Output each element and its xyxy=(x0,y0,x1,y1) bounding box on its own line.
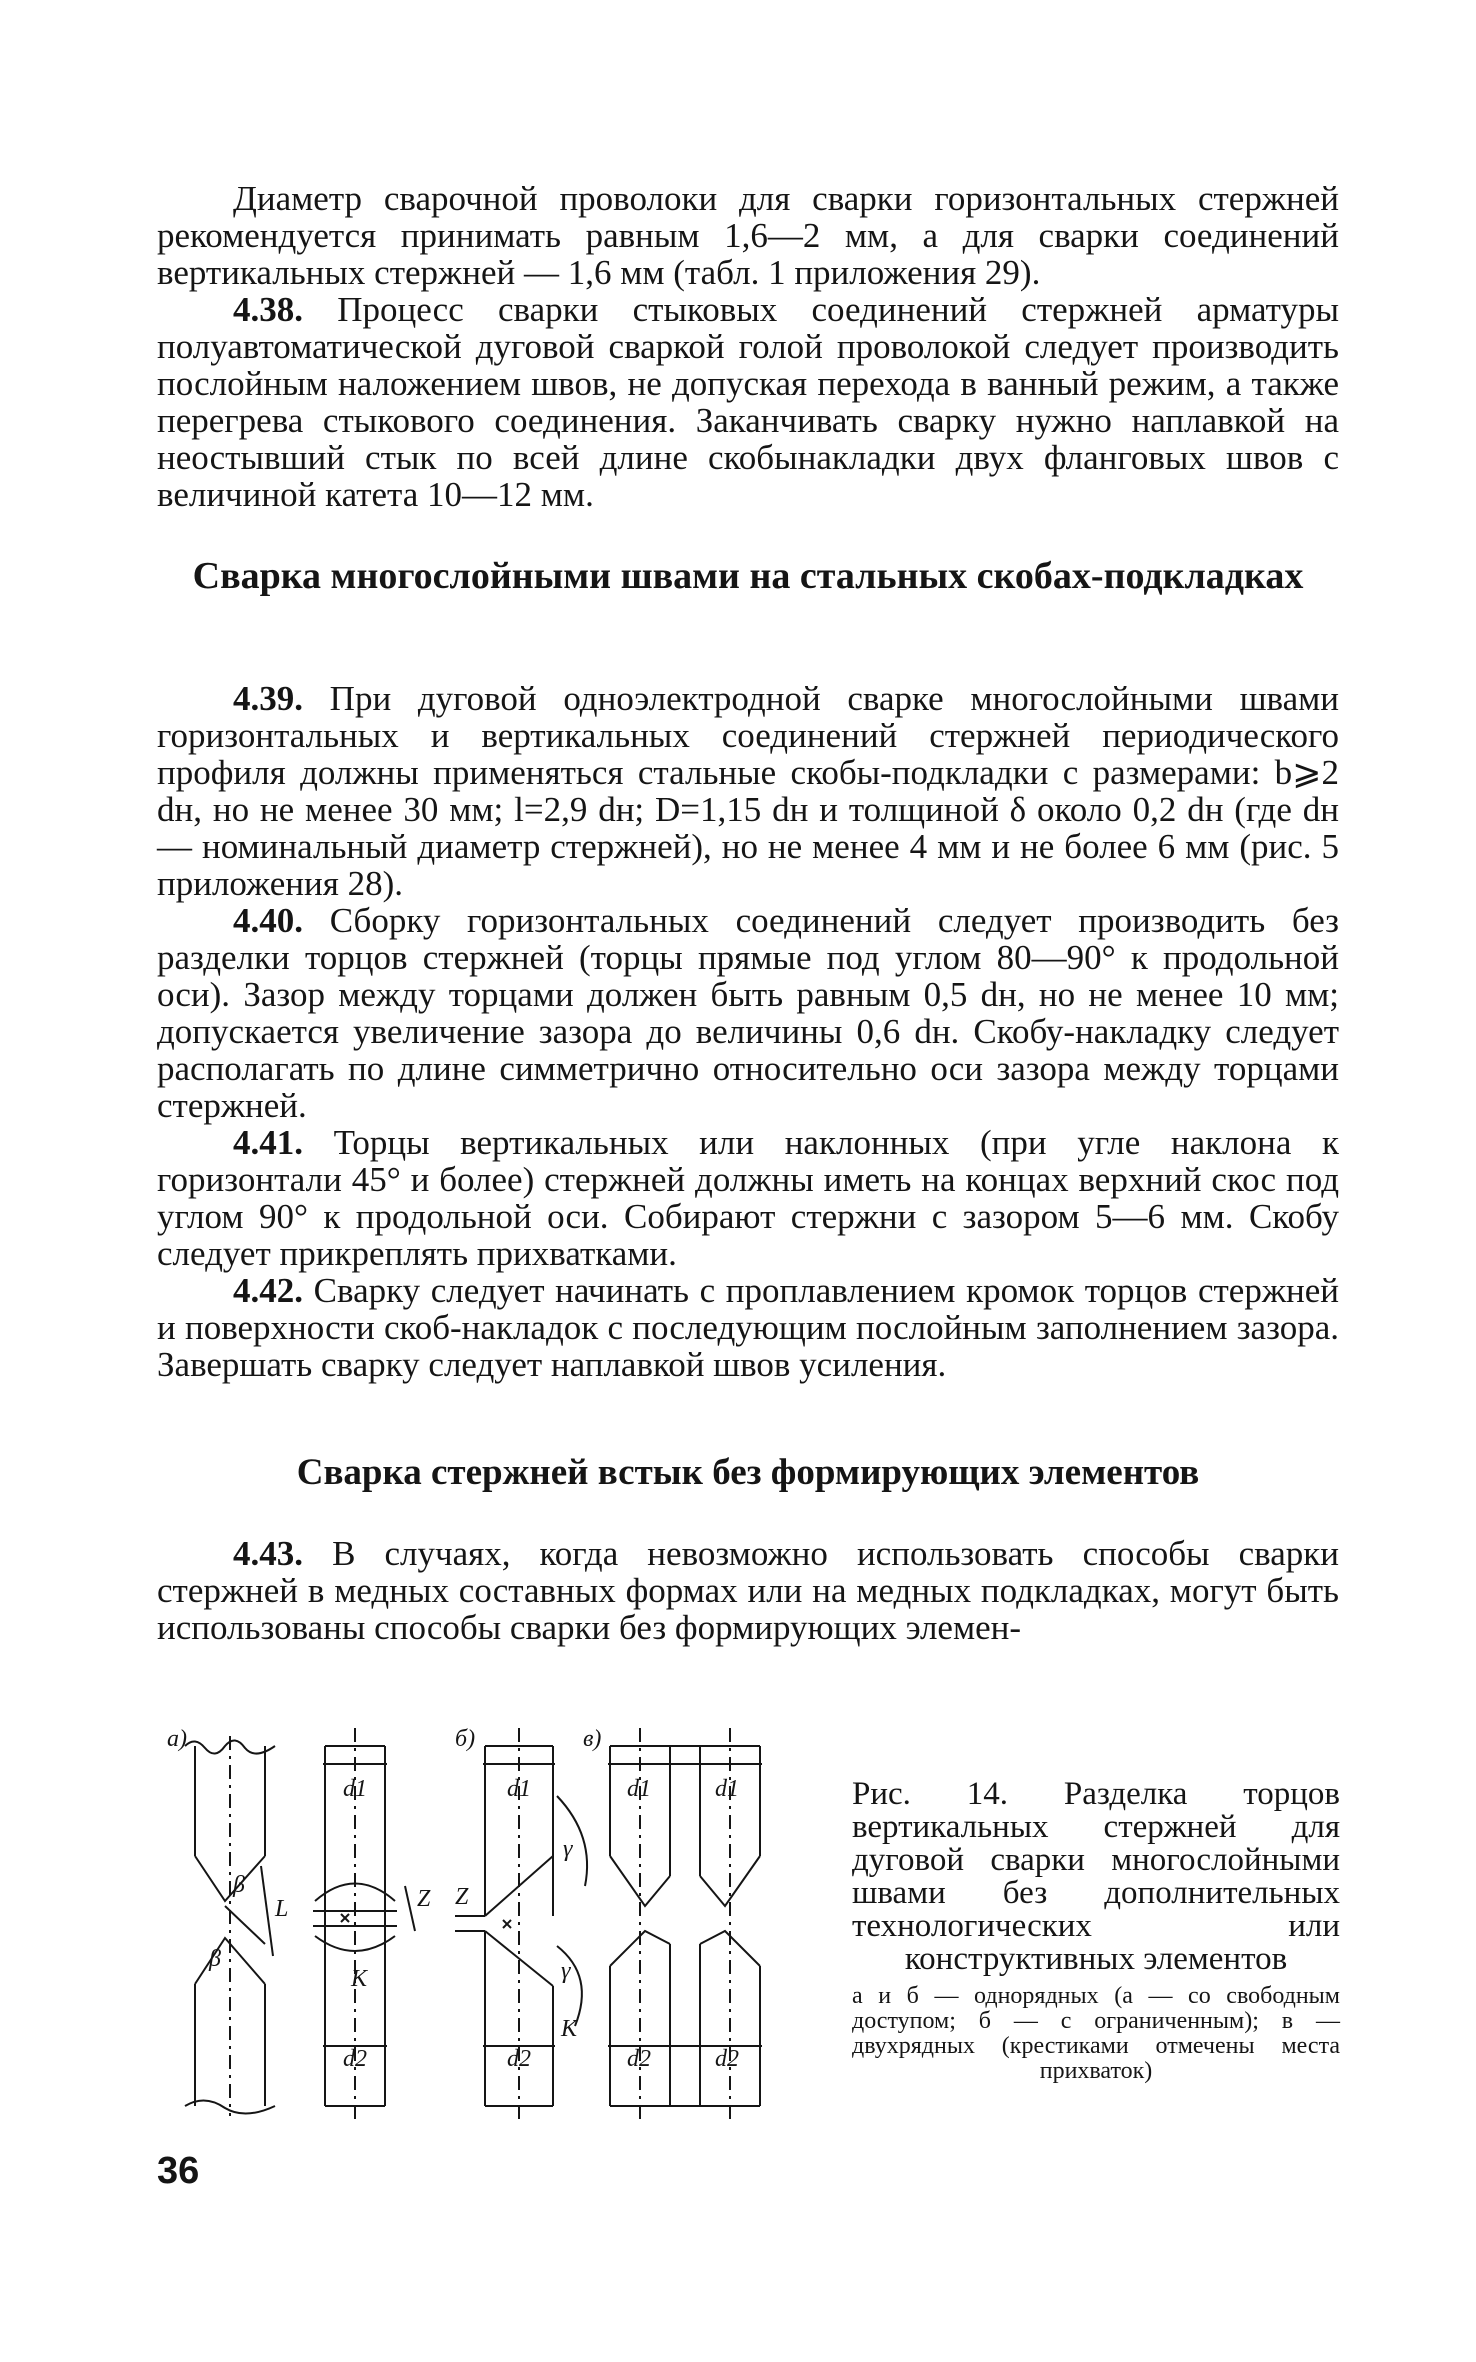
figure-caption-title: Рис. 14. Разделка торцов вертикальных стержней для дуговой сварки многослойными швами без дополнительных технологических или конструктивных элементов xyxy=(852,1776,1340,1977)
figure-label-d1-v1: d1 xyxy=(627,1776,651,1802)
paragraph-4-38 xyxy=(157,291,1339,513)
section-heading-butt-welding: Сварка стержней встык без формирующих элементов xyxy=(296,1452,1200,1493)
paragraph-number: 4.41. xyxy=(233,1123,303,1162)
paragraph-text: Сборку горизонтальных соединений следует производить без разделки торцов стержней (торцы прямые под углом 80—90° к продольной оси). Зазор между торцами должен быть равным 0,5 dн, но не менее 10 мм; допускается увеличение зазора до величины 0,6 dн. Скобу-накладку следует располагать по длине симметрично относительно оси зазора между торцами стержней. xyxy=(157,901,1340,1125)
paragraph-4-41 xyxy=(157,1124,1339,1272)
figure-label-d2-v1: d2 xyxy=(627,2046,651,2072)
figure-label-k-b: K xyxy=(561,2016,578,2042)
figure-label-beta-top: β xyxy=(233,1872,245,1898)
figure-label-beta-bottom: β xyxy=(209,1946,221,1972)
paragraph-text: Сварку следует начинать с проплавлением кромок торцов стержней и поверхности скоб-накладок с последующим послойным заполнением зазора. Завершать сварку следует наплавкой швов усиления. xyxy=(157,1271,1339,1384)
section-paragraphs xyxy=(157,680,1339,1383)
paragraph-text: В случаях, когда невозможно использовать способы сварки стержней в медных составных формах или на медных подкладках, могут быть использованы способы сварки без формирующих элемен- xyxy=(157,1534,1340,1647)
paragraph-text: Диаметр сварочной проволоки для сварки горизонтальных стержней рекомендуется принимать равным 1,6—2 мм, а для сварки соединений вертикальных стержней — 1,6 мм (табл. 1 приложения 29). xyxy=(157,179,1339,292)
figure-label-z-b: Z xyxy=(455,1884,469,1910)
section-heading-multilayer: Сварка многослойными швами на стальных скобах-подкладках xyxy=(192,555,1304,597)
paragraph-text: При дуговой одноэлектродной сварке многослойными швами горизонтальных и вертикальных соединений стержней периодического профиля должны применяться стальные скобы-подкладки с размерами: b⩾2 dн, но не менее 30 мм; l=2,9 dн; D=1,15 dн и толщиной δ около 0,2 dн (где dн — номинальный диаметр стержней), но не менее 4 мм и не более 6 мм (рис. 5 приложения 28). xyxy=(157,679,1340,903)
figure-label-d2: d2 xyxy=(343,2046,367,2072)
figure-label-d1-b: d1 xyxy=(507,1776,531,1802)
paragraph-4-39 xyxy=(157,680,1339,902)
figure-label-k: K xyxy=(351,1966,368,1992)
figure-label-v: в) xyxy=(583,1726,602,1752)
figure-label-d2-b: d2 xyxy=(507,2046,531,2072)
figure-label-gamma-bottom: γ xyxy=(561,1958,571,1984)
page-number: 36 xyxy=(157,2150,200,2192)
figure-14-drawing xyxy=(165,1716,865,2136)
figure-caption xyxy=(852,1778,1340,2084)
figure-caption-note: а и б — однорядных (а — со свободным доступом; б — с ограниченным); в — двухрядных (крестиками отмечены места прихваток) xyxy=(852,1983,1340,2084)
figure-label-z: Z xyxy=(417,1886,431,1912)
paragraph-text: Торцы вертикальных или наклонных (при угле наклона к горизонтали 45° и более) стержней должны иметь на концах верхний скос под углом 90° к продольной оси. Собирают стержни с зазором 5—6 мм. Скобу следует прикреплять прихватками. xyxy=(157,1123,1339,1273)
figure-label-a: а) xyxy=(167,1726,187,1752)
intro-paragraphs xyxy=(157,180,1339,513)
figure-label-d1: d1 xyxy=(343,1776,367,1802)
figure-label-d2-v2: d2 xyxy=(715,2046,739,2072)
figure-label-gamma-top: γ xyxy=(563,1836,573,1862)
paragraph-number: 4.40. xyxy=(233,901,303,940)
paragraph-number: 4.38. xyxy=(233,290,303,329)
figure-label-l: L xyxy=(275,1896,289,1922)
paragraph-4-42 xyxy=(157,1272,1339,1383)
paragraph-text: Процесс сварки стыковых соединений стержней арматуры полуавтоматической дуговой сваркой голой проволокой следует производить послойным наложением швов, не допуская перехода в ванный режим, а также перегрева стыкового соединения. Заканчивать сварку нужно наплавкой на неостывший стык по всей длине скобынакладки двух фланговых швов с величиной катета 10—12 мм. xyxy=(157,290,1339,514)
figure-label-b: б) xyxy=(455,1726,476,1752)
bottom-paragraphs xyxy=(157,1535,1339,1646)
paragraph xyxy=(157,180,1339,291)
paragraph-number: 4.43. xyxy=(233,1534,303,1573)
paragraph-4-43 xyxy=(157,1535,1339,1646)
figure-label-d1-v2: d1 xyxy=(715,1776,739,1802)
paragraph-4-40 xyxy=(157,902,1339,1124)
paragraph-number: 4.39. xyxy=(233,679,303,718)
paragraph-number: 4.42. xyxy=(233,1271,303,1310)
